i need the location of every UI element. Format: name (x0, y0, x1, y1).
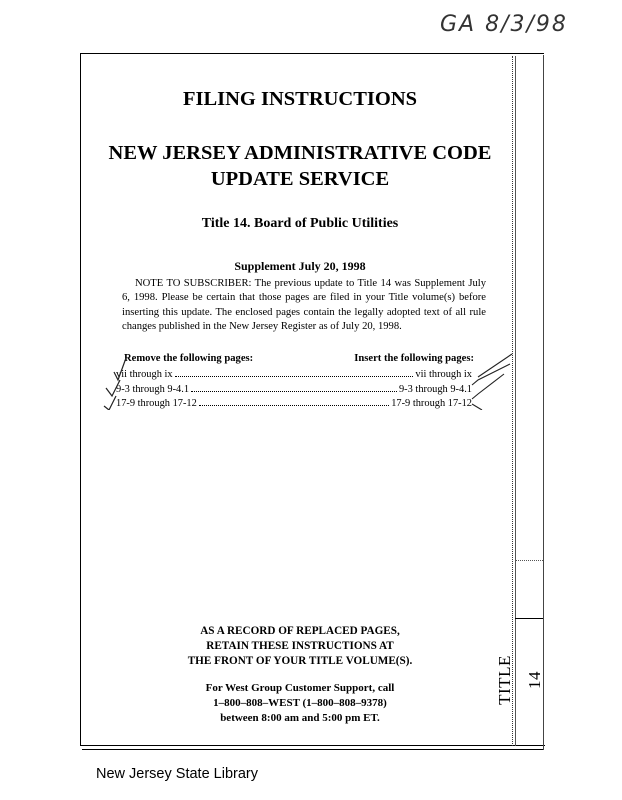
support-hours: between 8:00 am and 5:00 pm ET. (220, 712, 380, 724)
record-notice (130, 624, 470, 669)
title-heading: Title 14. Board of Public Utilities (201, 216, 399, 231)
code-name-line1: NEW JERSEY ADMINISTRATIVE CODE (108, 142, 492, 164)
subscriber-note (122, 277, 486, 335)
check-icon (472, 364, 510, 385)
insert-header: Insert the following pages: (354, 353, 474, 364)
insert-pages: 9-3 through 9-4.1 (398, 384, 472, 395)
remove-pages: 17-9 through 17-12 (116, 398, 197, 409)
handwritten-initials-date: GA 8/3/98 (440, 12, 568, 37)
code-name-line2: UPDATE SERVICE (210, 168, 390, 190)
insert-pages: vii through ix (415, 369, 472, 380)
insert-pages: 17-9 through 17-12 (391, 398, 472, 409)
code-name (95, 140, 505, 192)
frame-bottom-border (80, 745, 545, 746)
subscriber-note-text: NOTE TO SUBSCRIBER: The previous update to Title 14 was Supplement July 6, 1998. Please be certain that those pages are filed in your Title volume(s) before inserting this update. The enclosed pages contain the legally adopted text of all rule changes published in the New Jersey Register as of July 20, 1998. (122, 278, 486, 333)
record-notice-line3: THE FRONT OF YOUR TITLE VOLUME(S). (187, 655, 413, 667)
check-icon (114, 358, 126, 380)
library-footer: New Jersey State Library (96, 766, 258, 782)
remove-pages: vii through ix (116, 369, 173, 380)
frame-bottom-border-inner (82, 749, 544, 750)
customer-support (130, 681, 470, 726)
tab-marker-line (515, 560, 543, 561)
frame-left-border (80, 53, 81, 746)
page-title: FILING INSTRUCTIONS (182, 88, 418, 110)
remove-header: Remove the following pages: (124, 353, 254, 364)
remove-pages: 9-3 through 9-4.1 (116, 384, 190, 395)
check-icon (472, 374, 504, 399)
check-icon (472, 404, 482, 410)
frame-right-border (543, 55, 544, 750)
check-icon (104, 396, 116, 410)
handwritten-checkmarks (100, 350, 520, 410)
check-icon (106, 380, 120, 396)
frame-top-border (80, 53, 544, 54)
support-phone: 1–800–808–WEST (1–800–808–9378) (213, 697, 387, 709)
tab-top-line (515, 618, 543, 619)
side-tab-label: TITLE 14 (495, 655, 544, 705)
support-line1: For West Group Customer Support, call (205, 682, 395, 694)
supplement-date: Supplement July 20, 1998 (234, 259, 366, 273)
record-notice-line2: RETAIN THESE INSTRUCTIONS AT (206, 640, 394, 652)
record-notice-line1: AS A RECORD OF REPLACED PAGES, (200, 625, 400, 637)
